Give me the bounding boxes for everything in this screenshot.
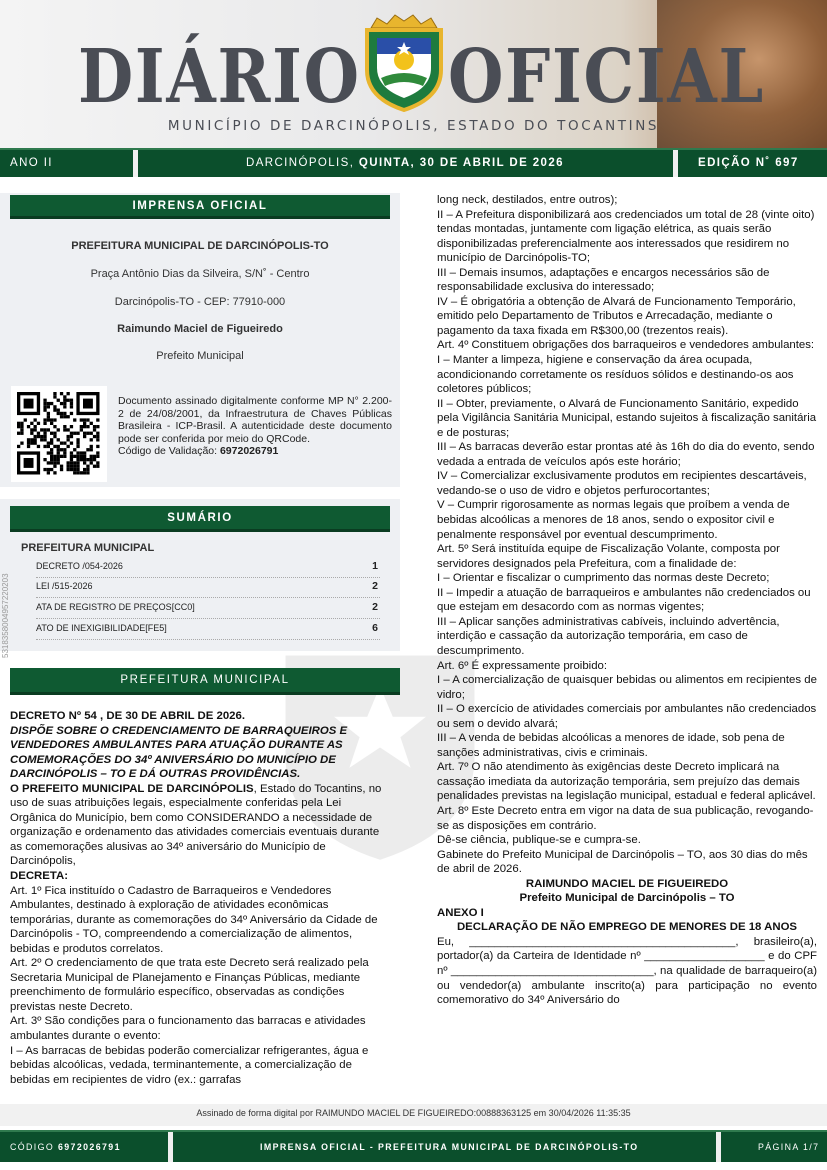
sumario-item-page: 1 <box>372 560 378 572</box>
decree-preamble <box>10 782 390 869</box>
place-label: DARCINÓPOLIS, <box>246 157 355 169</box>
decree-paragraph: Art. 8º Este Decreto entra em vigor na data de sua publicação, revogando-se as disposições em contrário. <box>437 804 814 832</box>
digital-signature-line: Assinado de forma digital por RAIMUNDO MACIEL DE FIGUEIREDO:00888363125 em 30/04/2026 11:35:35 <box>0 1104 827 1126</box>
org-address: Praça Antônio Dias da Silveira, S/N˚ - Centro <box>90 268 310 280</box>
right-paragraphs <box>437 193 817 877</box>
decree-art3-i: I – As barracas de bebidas poderão comercializar refrigerantes, água e bebidas alcoólicas, vedada, terminantemente, a comercialização de bebidas em recipientes de vidro (ex.: garrafas <box>10 1044 369 1086</box>
footer-bar <box>0 1130 827 1162</box>
date-label: QUINTA, 30 DE ABRIL DE 2026 <box>358 157 564 169</box>
sumario-item-label: ATA DE REGISTRO DE PREÇOS[CC0] <box>36 602 195 612</box>
org-name: PREFEITURA MUNICIPAL DE DARCINÓPOLIS-TO <box>71 240 329 252</box>
mayor-role: Prefeito Municipal <box>156 350 244 362</box>
signature-notice <box>118 395 392 458</box>
signature-text: Documento assinado digitalmente conforme MP N° 2.200- 2 de 24/08/2001, da Infraestrutura de Chaves Públicas Brasileira - ICP-Brasil. A autenticidade deste documento pode ser conferida por meio do QRCode. <box>118 395 392 445</box>
side-code: 5318358004957220203 <box>1 573 10 658</box>
footer-center: IMPRENSA OFICIAL - PREFEITURA MUNICIPAL DE DARCINÓPOLIS-TO <box>260 1142 639 1152</box>
footer-code <box>10 1132 121 1162</box>
decree-art3: Art. 3º São condições para o funcionamento das barracas e atividades ambulantes durante o evento: <box>10 1015 366 1043</box>
sumario-item-page: 6 <box>372 622 378 634</box>
title-diario: DIÁRIO <box>78 34 361 120</box>
qr-code-icon <box>11 386 107 482</box>
decree-paragraph: Art. 5º Será instituída equipe de Fiscalização Volante, composta por servidores designados pela Prefeitura, com a finalidade de: <box>437 543 780 570</box>
edition-label: EDIÇÃO N˚ 697 <box>698 157 799 169</box>
year-label: ANO II <box>10 157 53 169</box>
imprensa-heading: IMPRENSA OFICIAL <box>10 195 390 219</box>
decreta-label: DECRETA: <box>10 870 69 883</box>
decree-paragraph: Art. 6º É expressamente proibido: <box>437 659 608 672</box>
decree-paragraph: I – A comercialização de quaisquer bebidas ou alimentos em recipientes de vidro; <box>437 674 817 701</box>
title-oficial: OFICIAL <box>448 34 765 120</box>
decree-ementa: DISPÕE SOBRE O CREDENCIAMENTO DE BARRAQUEIROS E VENDEDORES AMBULANTES PARA ATUAÇÃO DURANTE AS COMEMORAÇÕES DO 34º ANIVERSÁRIO DO MUNICÍPIO DE DARCINÓPOLIS – TO E DÁ OUTRAS PROVIDÊNCIAS. <box>10 724 348 781</box>
mayor-name: Raimundo Maciel de Figueiredo <box>117 323 283 335</box>
prefeito-bold: O PREFEITO MUNICIPAL DE DARCINÓPOLIS <box>10 782 254 795</box>
annex-title: DECLARAÇÃO DE NÃO EMPREGO DE MENORES DE 18 ANOS <box>456 921 798 934</box>
qr-code[interactable] <box>11 386 107 482</box>
decree-paragraph: Dê-se ciência, publique-se e cumpra-se. <box>437 834 641 847</box>
sumario-item[interactable] <box>36 558 380 578</box>
footer-code-value: 6972026791 <box>57 1142 121 1152</box>
sumario-item-label: DECRETO /054-2026 <box>36 561 123 571</box>
municipal-crest-icon <box>357 12 451 112</box>
decree-paragraph: III – As barracas deverão estar prontas até às 16h do dia do evento, sendo vedada a entrada de veículos após este horário; <box>437 441 815 468</box>
decree-paragraph: II – A Prefeitura disponibilizará aos credenciados um total de 28 (vinte oito) tendas montadas, juntamente com ligação elétrica, as quais serão disponibilizadas preferencialmente aos interessados que residirem no município de Darcinópolis-TO; <box>437 208 815 265</box>
decree-art1: Art. 1º Fica instituído o Cadastro de Barraqueiros e Vendedores Ambulantes, destinado à exploração de atividades econômicas temporárias, durante as comemorações do 34º Aniversário da Cidade de Darcinópolis - TO, compreendendo a comercialização de alimentos, bebidas e produtos correlatos. <box>10 884 378 955</box>
decree-paragraph: III – A venda de bebidas alcoólicas a menores de idade, sob pena de sanções administrativas, civis e criminais. <box>437 732 785 759</box>
decree-paragraph: III – Aplicar sanções administrativas cabíveis, incluindo advertência, interdição e cassação da autorização temporária, em caso de descumprimento. <box>437 615 780 657</box>
validation-code: 6972026791 <box>219 445 279 458</box>
decree-left-column <box>10 709 390 1087</box>
sumario-item-label: ATO DE INEXIGIBILIDADE[FE5] <box>36 623 167 633</box>
header-subtitle: MUNICÍPIO DE DARCINÓPOLIS, ESTADO DO TOCANTINS <box>167 118 660 134</box>
decree-paragraph: III – Demais insumos, adaptações e encargos necessários são de responsabilidade exclusiva do interessado; <box>437 266 770 294</box>
decree-paragraph: II – Impedir a atuação de barraqueiros e ambulantes não credenciados ou que estejam em desacordo com as normas vigentes; <box>437 586 811 614</box>
org-city: Darcinópolis-TO - CEP: 77910-000 <box>114 296 286 308</box>
sumario-item-label: LEI /515-2026 <box>36 581 93 591</box>
decree-paragraph: Art. 7º O não atendimento às exigências deste Decreto implicará na cassação imediata da autorização temporária, sem prejuízo das demais penalidades previstas na legislação municipal, estadual e federal aplicável. <box>437 761 816 803</box>
bar-divider <box>673 150 678 177</box>
decree-paragraph: long neck, destilados, entre outros); <box>437 194 618 206</box>
sign-role: Prefeito Municipal de Darcinópolis – TO <box>519 892 735 905</box>
decree-paragraph: II – Obter, previamente, o Alvará de Funcionamento Sanitário, expedido pela Vigilância Sanitária Municipal, estando sujeitos à fiscalização sanitária e de posturas; <box>437 397 817 439</box>
decree-art2: Art. 2º O credenciamento de que trata este Decreto será realizado pela Secretaria Municipal de Planejamento e Finanças Públicas, mediante preenchimento de formulário específico, observadas as condições previstas neste Decreto. <box>10 957 369 1013</box>
decree-paragraph: IV – É obrigatória a obtenção de Alvará de Funcionamento Temporário, emitido pelo Departamento de Tributos e Arrecadação, mediante o pagamento da taxa fixada em R$300,00 (trezentos reais). <box>437 295 796 337</box>
decree-paragraph: IV – Comercializar exclusivamente produtos em recipientes descartáveis, vedando-se o uso de vidro e objetos perfurocortantes; <box>437 470 807 497</box>
footer-page: PÁGINA 1/7 <box>758 1142 820 1152</box>
decree-paragraph: Gabinete do Prefeito Municipal de Darcinópolis – TO, aos 30 dias do mês de abril de 2026. <box>437 848 808 876</box>
prefeito-rest: , Estado do Tocantins, no uso de suas atribuições legais, especialmente conferidas pela Lei Orgânica do Município, bem como CONSIDERANDO a necessidade de organização e ordenamento das atividades comerciais eventuais durante as comemorações alusivas ao 34º aniversário do Município de Darcinópolis, <box>10 782 382 868</box>
decree-paragraph: I – Orientar e fiscalizar o cumprimento das normas deste Decreto; <box>437 572 770 585</box>
decree-right-column <box>437 193 817 1008</box>
sumario-item-page: 2 <box>372 580 378 592</box>
date-line <box>246 150 564 177</box>
decree-paragraph: II – O exercício de atividades comerciais por ambulantes não credenciados ou sem o devido alvará; <box>437 703 817 730</box>
bar-divider <box>168 1132 173 1162</box>
bar-divider <box>716 1132 721 1162</box>
annex-text: Eu, __________________________________________, brasileiro(a), portador(a) da Carteira de Identidade nº ___________________ e do CPF nº ________________________________, na qualidade de barraqueiro(a) ou vendedor(a) ambulante inscrito(a) para participação no evento comemorativo do 34º Aniversário do <box>437 935 817 1007</box>
footer-code-label: CÓDIGO <box>10 1142 55 1152</box>
section-heading: PREFEITURA MUNICIPAL <box>10 668 400 695</box>
validation-label: Código de Validação: <box>118 445 218 458</box>
sign-name: RAIMUNDO MACIEL DE FIGUEIREDO <box>525 877 729 890</box>
decree-title: DECRETO Nº 54 , DE 30 DE ABRIL DE 2026. <box>10 710 246 722</box>
sumario-heading: SUMÁRIO <box>10 506 390 532</box>
sumario-item[interactable] <box>36 578 380 598</box>
masthead <box>0 0 827 148</box>
sumario-item-page: 2 <box>372 601 378 613</box>
decree-paragraph: I – Manter a limpeza, higiene e conservação da área ocupada, acondicionando corretamente os resíduos sólidos e destinando-os aos coletores públicos; <box>437 354 794 396</box>
decree-paragraph: V – Cumprir rigorosamente as normas legais que proíbem a venda de bebidas alcoólicas a menores de 18 anos, sendo o expositor civil e penalmente responsável por eventual descumprimento. <box>437 499 790 541</box>
sumario-section: PREFEITURA MUNICIPAL <box>21 542 155 554</box>
annex-label: ANEXO I <box>437 906 484 919</box>
decree-paragraph: Art. 4º Constituem obrigações dos barraqueiros e vendedores ambulantes: <box>437 339 815 352</box>
info-bar <box>0 148 827 177</box>
bar-divider <box>133 150 138 177</box>
